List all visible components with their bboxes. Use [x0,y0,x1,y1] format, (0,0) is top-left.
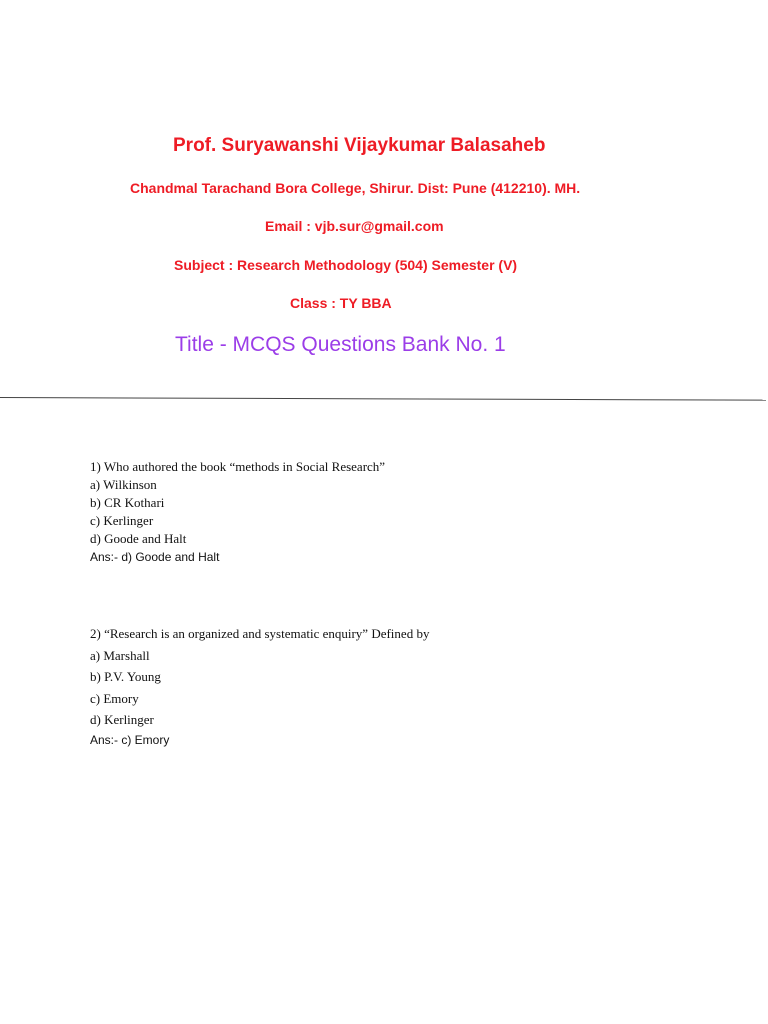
question-block-2 [90,623,429,749]
option-b: b) P.V. Young [90,669,161,684]
option-b: b) CR Kothari [90,495,165,510]
question-text: 2) “Research is an organized and systematic enquiry” Defined by [90,626,430,641]
page-title: Title - MCQS Questions Bank No. 1 [175,333,506,356]
question-block-1 [90,458,385,566]
option-c: c) Emory [90,690,139,706]
answer-text: Ans:- c) Emory [90,732,170,747]
option-a: a) Wilkinson [90,477,157,492]
option-c: c) Kerlinger [90,513,154,528]
question-text: 1) Who authored the book “methods in Social Research” [90,459,386,474]
option-a: a) Marshall [90,647,150,663]
option-d: d) Kerlinger [90,712,154,727]
divider [0,397,766,401]
author-name: Prof. Suryawanshi Vijaykumar Balasaheb [173,135,546,156]
class-line: Class : TY BBA [290,295,392,311]
answer-text: Ans:- d) Goode and Halt [90,550,220,564]
subject-line: Subject : Research Methodology (504) Semester (V) [174,257,518,273]
college-address: Chandmal Tarachand Bora College, Shirur. Dist: Pune (412210). MH. [130,180,581,196]
email-line: Email : vjb.sur@gmail.com [265,218,444,234]
option-d: d) Goode and Halt [90,531,187,546]
